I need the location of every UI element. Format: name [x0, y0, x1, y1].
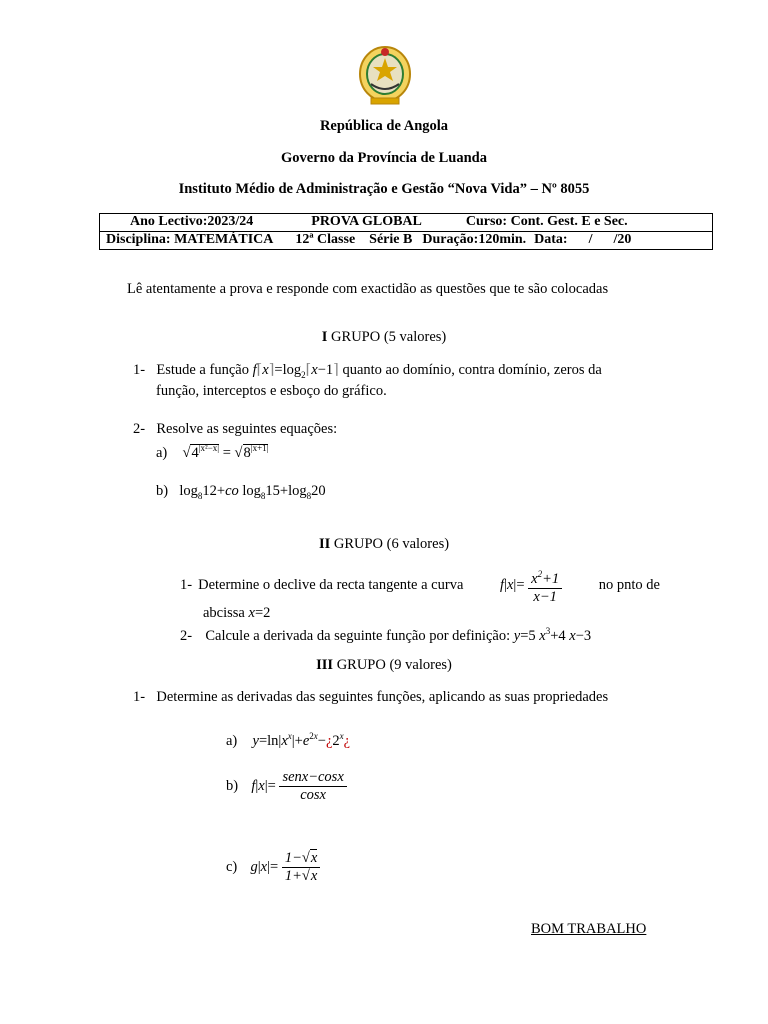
info-row-1 — [100, 214, 713, 232]
group3-roman: III — [316, 657, 334, 673]
g2-question-2 — [180, 626, 591, 645]
course: Curso: Cont. Gest. E e Sec. — [465, 214, 628, 229]
g2-q2-formula: y=5 $x^3+4$ x−3 — [513, 626, 592, 644]
g3-q1-text: Determine as derivadas das seguintes funções, aplicando as suas propriedades — [156, 689, 609, 705]
republic-title: República de Angola — [319, 118, 449, 134]
g1-q2a-formula: $√4^{|x^2-x|} = √8^{|x+1|}$ — [182, 443, 269, 461]
g2-q1-text: Determine o declive da recta tangente a curva — [198, 577, 464, 594]
g3-qb — [226, 769, 347, 804]
group3-title: GRUPO (9 valores) — [333, 657, 452, 673]
g3-qb-label: b) — [226, 777, 239, 794]
g1-q1-number: 1- — [133, 362, 146, 378]
g3-q1-number: 1- — [133, 689, 146, 705]
g2-q1-number: 1- — [180, 577, 193, 594]
g1-question-1: 1- Estude a função $f⌈x⌉=\log_2⌈x-1⌉$ quanto ao domínio, contra domínio, zeros da — [133, 362, 602, 380]
g2-q1-formula: f|x|= $\frac{x^2+1}{x-1}$ — [500, 566, 562, 606]
class-level: 12ª Classe — [295, 232, 356, 247]
group2-roman: II — [318, 536, 331, 552]
duration: Duração:120min. — [422, 232, 527, 247]
date-field: Data: / /20 — [534, 232, 632, 247]
group1-title: GRUPO (5 valores) — [327, 329, 447, 345]
g2-q1-abscissa-label: abcissa — [203, 605, 245, 621]
g1-q2a-label: a) — [156, 444, 168, 461]
g2-q1-line2: abcissa x=2 — [203, 605, 271, 621]
government-title: Governo da Província de Luanda — [281, 150, 487, 166]
subject: Disciplina: MATEMÁTICA — [106, 232, 274, 247]
g3-qc-formula: g|x|= $\frac{1-√x}{1+√x}$ — [251, 859, 321, 875]
g1-q1-text: Estude a função — [156, 362, 249, 378]
institute-title: Instituto Médio de Administração e Gestão “Nova Vida” – Nº 8055 — [178, 181, 590, 197]
g1-q2b-label: b) — [156, 483, 169, 499]
g2-q2-text: Calcule a derivada da seguinte função por definição: — [205, 627, 511, 644]
g1-q1-text-cont: quanto ao domínio, contra domínio, zeros da — [342, 362, 602, 378]
g3-question-1 — [133, 689, 608, 706]
g1-q2b-formula: $\log_812+co$ $\log_815+\log_820$ — [179, 483, 326, 501]
exam-type: PROVA GLOBAL — [311, 214, 422, 229]
g1-q2a — [156, 443, 268, 462]
group1-heading — [0, 329, 768, 346]
g1-question-2 — [133, 421, 337, 438]
g3-qc-label: c) — [226, 858, 238, 875]
group2-heading — [0, 536, 768, 553]
g2-q2-number: 2- — [180, 627, 193, 644]
g1-q1-text-line2: função, interceptos e esboço do gráfico. — [156, 383, 387, 399]
coat-of-arms-emblem — [357, 44, 413, 110]
series: Série B — [369, 232, 413, 247]
info-row-2 — [100, 232, 713, 250]
g2-q1-text-cont: no pnto de — [598, 577, 660, 594]
group3-heading — [0, 657, 768, 674]
group1-roman: I — [321, 329, 328, 345]
group2-title: GRUPO (6 valores) — [330, 536, 450, 552]
school-year: Ano Lectivo:2023/24 — [130, 214, 254, 229]
g3-qa — [226, 731, 350, 750]
g1-q1-formula: f — [252, 362, 257, 378]
g1-q2-number: 2- — [133, 421, 146, 437]
g1-q2-text: Resolve as seguintes equações: — [156, 421, 338, 437]
instruction-text: Lê atentamente a prova e responde com exactidão as questões que te são colocadas — [127, 281, 609, 297]
g3-qb-formula: f|x|= $\frac{\text{senx−cosx}}{\cos x}$ — [251, 778, 346, 794]
g3-qa-formula: $y=\ln|x^x|+e^{2x}-¿2^x¿$ — [252, 731, 351, 749]
g1-q2b — [156, 483, 326, 501]
exam-info-table — [99, 213, 713, 250]
g2-question-1 — [180, 566, 660, 606]
good-luck-footer: BOM TRABALHO — [531, 921, 647, 937]
g3-qc — [226, 850, 320, 885]
g3-qa-label: a) — [226, 732, 238, 749]
